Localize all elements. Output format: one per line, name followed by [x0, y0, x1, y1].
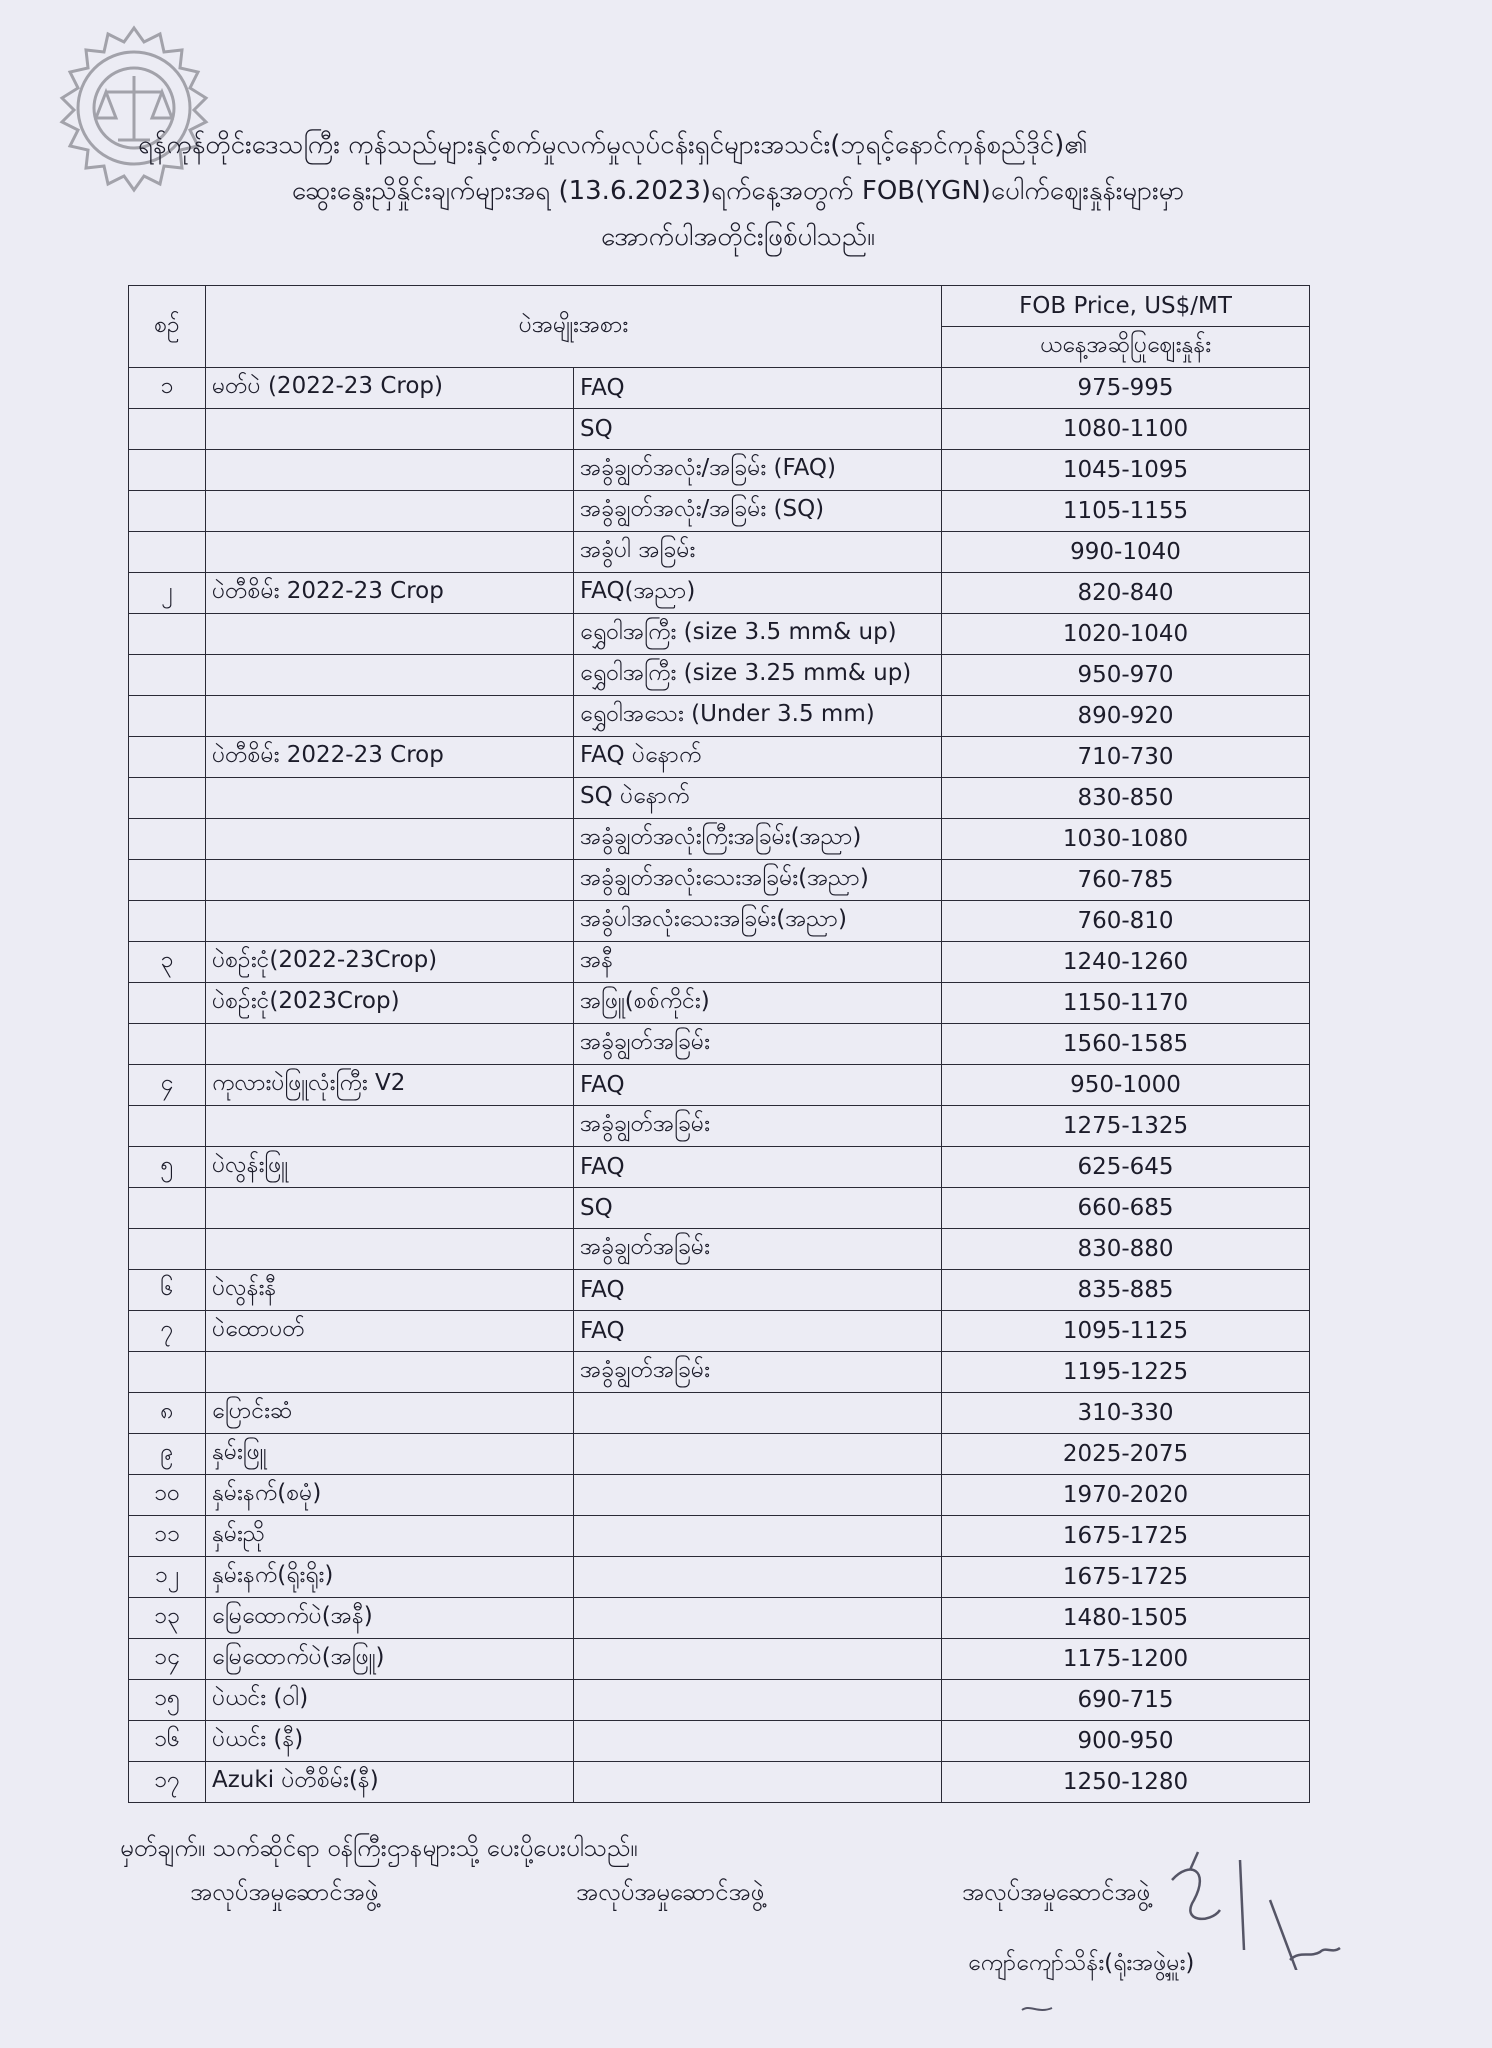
row-product: မြေထောက်ပဲ(အနီ): [206, 1598, 574, 1639]
row-grade: [574, 1721, 942, 1762]
row-grade: အခွံချွတ်အခြမ်း: [574, 1024, 942, 1065]
table-row: [129, 860, 1310, 901]
row-product: [206, 901, 574, 942]
row-price: 820-840: [942, 573, 1310, 614]
row-grade: FAQ: [574, 1147, 942, 1188]
row-grade: SQ: [574, 1188, 942, 1229]
row-number: [129, 696, 206, 737]
row-price: 950-1000: [942, 1065, 1310, 1106]
row-product: [206, 1352, 574, 1393]
row-price: 310-330: [942, 1393, 1310, 1434]
row-grade: အခွံပါအလုံးသေးအခြမ်း(အညာ): [574, 901, 942, 942]
table-row: [129, 1188, 1310, 1229]
table-row: [129, 1106, 1310, 1147]
row-price: 1045-1095: [942, 450, 1310, 491]
table-row: [129, 491, 1310, 532]
row-grade: [574, 1639, 942, 1680]
row-price: 1175-1200: [942, 1639, 1310, 1680]
row-grade: အခွံပါ အခြမ်း: [574, 532, 942, 573]
row-number: [129, 901, 206, 942]
row-number: [129, 860, 206, 901]
row-number: [129, 1352, 206, 1393]
table-row: [129, 696, 1310, 737]
row-product: ပဲလွန်းနီ: [206, 1270, 574, 1311]
row-product: ပဲယင်း (နီ): [206, 1721, 574, 1762]
committee-3: အလုပ်အမှုဆောင်အဖွဲ့: [961, 1878, 1150, 1906]
row-price: 1105-1155: [942, 491, 1310, 532]
row-grade: အခွံချွတ်အခြမ်း: [574, 1352, 942, 1393]
row-number: [129, 737, 206, 778]
row-grade: အဖြူ(စစ်ကိုင်း): [574, 983, 942, 1024]
row-number: ၉: [129, 1434, 206, 1475]
row-price: 660-685: [942, 1188, 1310, 1229]
row-product: မြေထောက်ပဲ(အဖြူ): [206, 1639, 574, 1680]
row-price: 1020-1040: [942, 614, 1310, 655]
row-product: [206, 450, 574, 491]
row-product: နှမ်းနက်(ရိုးရိုး): [206, 1557, 574, 1598]
row-product: [206, 409, 574, 450]
table-row: [129, 368, 1310, 409]
col-price-header: FOB Price, US$/MT: [942, 286, 1310, 327]
table-row: [129, 1147, 1310, 1188]
row-grade: [574, 1516, 942, 1557]
row-number: ၁၀: [129, 1475, 206, 1516]
row-number: ၁၁: [129, 1516, 206, 1557]
row-number: ၆: [129, 1270, 206, 1311]
table-row: [129, 942, 1310, 983]
row-grade: FAQ: [574, 368, 942, 409]
row-product: [206, 1229, 574, 1270]
row-product: [206, 778, 574, 819]
row-grade: [574, 1598, 942, 1639]
row-number: [129, 450, 206, 491]
row-number: ၁: [129, 368, 206, 409]
row-grade: အခွံချွတ်အခြမ်း: [574, 1229, 942, 1270]
row-price: 950-970: [942, 655, 1310, 696]
row-price: 760-810: [942, 901, 1310, 942]
table-row: [129, 450, 1310, 491]
table-row: [129, 1393, 1310, 1434]
table-row: [129, 1311, 1310, 1352]
row-number: ၅: [129, 1147, 206, 1188]
row-grade: FAQ: [574, 1270, 942, 1311]
row-grade: [574, 1393, 942, 1434]
row-price: 1240-1260: [942, 942, 1310, 983]
row-product: နှမ်းနက်(စမုံ): [206, 1475, 574, 1516]
row-price: 760-785: [942, 860, 1310, 901]
row-price: 1080-1100: [942, 409, 1310, 450]
table-row: [129, 614, 1310, 655]
table-row: [129, 1680, 1310, 1721]
row-number: ၇: [129, 1311, 206, 1352]
row-product: [206, 491, 574, 532]
row-product: မတ်ပဲ (2022-23 Crop): [206, 368, 574, 409]
row-price: 690-715: [942, 1680, 1310, 1721]
row-grade: SQ ပဲနောက်: [574, 778, 942, 819]
row-product: Azuki ပဲတီစိမ်း(နီ): [206, 1762, 574, 1803]
pen-mark-icon: [1018, 2000, 1058, 2020]
row-grade: ရွှေဝါအသေး (Under 3.5 mm): [574, 696, 942, 737]
document-header: [128, 122, 1348, 260]
row-product: [206, 655, 574, 696]
row-product: ပဲယင်း (ဝါ): [206, 1680, 574, 1721]
table-row: [129, 778, 1310, 819]
row-price: 975-995: [942, 368, 1310, 409]
row-grade: [574, 1557, 942, 1598]
row-price: 710-730: [942, 737, 1310, 778]
row-product: နှမ်းညို: [206, 1516, 574, 1557]
row-price: 1275-1325: [942, 1106, 1310, 1147]
row-grade: [574, 1680, 942, 1721]
col-price-subheader: ယနေ့အဆိုပြုဈေးနှုန်း: [942, 327, 1310, 368]
row-grade: FAQ: [574, 1065, 942, 1106]
table-row: [129, 1475, 1310, 1516]
row-product: ပြောင်းဆံ: [206, 1393, 574, 1434]
row-grade: FAQ: [574, 1311, 942, 1352]
row-price: 1250-1280: [942, 1762, 1310, 1803]
row-grade: FAQ(အညာ): [574, 573, 942, 614]
row-number: [129, 491, 206, 532]
row-price: 1195-1225: [942, 1352, 1310, 1393]
row-price: 1970-2020: [942, 1475, 1310, 1516]
row-price: 625-645: [942, 1147, 1310, 1188]
table-row: [129, 1352, 1310, 1393]
table-row: [129, 1065, 1310, 1106]
row-product: [206, 532, 574, 573]
table-row: [129, 1516, 1310, 1557]
row-price: 890-920: [942, 696, 1310, 737]
row-number: [129, 983, 206, 1024]
row-number: ၁၅: [129, 1680, 206, 1721]
table-row: [129, 655, 1310, 696]
table-row: [129, 1598, 1310, 1639]
row-price: 1480-1505: [942, 1598, 1310, 1639]
row-number: [129, 409, 206, 450]
row-product: ကုလားပဲဖြူလုံးကြီး V2: [206, 1065, 574, 1106]
row-grade: ရွှေဝါအကြီး (size 3.5 mm& up): [574, 614, 942, 655]
row-price: 835-885: [942, 1270, 1310, 1311]
row-grade: အခွံချွတ်အလုံးသေးအခြမ်း(အညာ): [574, 860, 942, 901]
table-row: [129, 573, 1310, 614]
header-line-1: ရန်ကုန်တိုင်းဒေသကြီး ကုန်သည်များနှင့်စက်မှုလက်မှုလုပ်ငန်းရှင်များအသင်း(ဘုရင့်နောင်ကုန်စည်ဒိုင်)၏: [138, 130, 1088, 160]
row-grade: အခွံချွတ်အလုံး/အခြမ်း (SQ): [574, 491, 942, 532]
row-product: ပဲတီစိမ်း 2022-23 Crop: [206, 573, 574, 614]
row-grade: ရွှေဝါအကြီး (size 3.25 mm& up): [574, 655, 942, 696]
row-number: [129, 1188, 206, 1229]
row-number: ၁၇: [129, 1762, 206, 1803]
row-price: 1095-1125: [942, 1311, 1310, 1352]
row-product: [206, 1024, 574, 1065]
row-number: ၂: [129, 573, 206, 614]
row-grade: [574, 1762, 942, 1803]
header-line-2: ဆွေးနွေးညှိနှိုင်းချက်များအရ (13.6.2023)ရက်နေ့အတွက် FOB(YGN)ပေါက်ဈေးနှုန်းများမှာ: [291, 176, 1185, 206]
row-grade: အခွံချွတ်အလုံး/အခြမ်း (FAQ): [574, 450, 942, 491]
table-row: [129, 901, 1310, 942]
row-number: [129, 532, 206, 573]
row-grade: SQ: [574, 409, 942, 450]
row-grade: [574, 1475, 942, 1516]
row-grade: အနီ: [574, 942, 942, 983]
row-number: ၁၆: [129, 1721, 206, 1762]
row-number: ၈: [129, 1393, 206, 1434]
committee-row: [190, 1872, 1150, 1912]
row-price: 990-1040: [942, 532, 1310, 573]
row-number: [129, 655, 206, 696]
row-price: 900-950: [942, 1721, 1310, 1762]
table-row: [129, 532, 1310, 573]
row-price: 1675-1725: [942, 1557, 1310, 1598]
col-item-header: ပဲအမျိုးအစား: [206, 286, 942, 368]
row-product: ပဲတီစိမ်း 2022-23 Crop: [206, 737, 574, 778]
row-price: 830-850: [942, 778, 1310, 819]
table-row: [129, 737, 1310, 778]
table-row: [129, 409, 1310, 450]
row-grade: FAQ ပဲနောက်: [574, 737, 942, 778]
row-product: [206, 819, 574, 860]
row-product: [206, 614, 574, 655]
row-product: ပဲလွန်းဖြူ: [206, 1147, 574, 1188]
row-product: ပဲစဉ်းငုံ(2022-23Crop): [206, 942, 574, 983]
row-price: 1560-1585: [942, 1024, 1310, 1065]
officer-name: ကျော်ကျော်သိန်း(ရုံးအဖွဲ့မှူး): [968, 1950, 1195, 1976]
row-product: ပဲထောပတ်: [206, 1311, 574, 1352]
row-number: [129, 778, 206, 819]
row-price: 830-880: [942, 1229, 1310, 1270]
col-no-header: စဉ်: [129, 286, 206, 368]
row-number: [129, 614, 206, 655]
header-line-3: အောက်ပါအတိုင်းဖြစ်ပါသည်။: [601, 222, 875, 252]
table-row: [129, 1024, 1310, 1065]
table-row: [129, 1434, 1310, 1475]
row-number: ၁၃: [129, 1598, 206, 1639]
price-table-body: [129, 368, 1310, 1803]
row-product: [206, 696, 574, 737]
price-table: [128, 285, 1310, 1803]
row-number: [129, 1024, 206, 1065]
row-grade: အခွံချွတ်အလုံးကြီးအခြမ်း(အညာ): [574, 819, 942, 860]
table-row: [129, 1762, 1310, 1803]
table-row: [129, 1270, 1310, 1311]
row-product: [206, 1188, 574, 1229]
table-row: [129, 1639, 1310, 1680]
row-price: 2025-2075: [942, 1434, 1310, 1475]
row-number: [129, 1106, 206, 1147]
row-price: 1675-1725: [942, 1516, 1310, 1557]
row-product: [206, 1106, 574, 1147]
row-price: 1150-1170: [942, 983, 1310, 1024]
table-row: [129, 1229, 1310, 1270]
table-row: [129, 819, 1310, 860]
row-number: ၁၂: [129, 1557, 206, 1598]
footer-note: မှတ်ချက်။ သက်ဆိုင်ရာ ဝန်ကြီးဌာနများသို့ ပေးပို့ပေးပါသည်။: [120, 1834, 638, 1862]
table-row: [129, 983, 1310, 1024]
row-number: ၁၄: [129, 1639, 206, 1680]
committee-1: အလုပ်အမှုဆောင်အဖွဲ့: [190, 1878, 379, 1906]
row-number: [129, 819, 206, 860]
table-row: [129, 1721, 1310, 1762]
row-number: [129, 1229, 206, 1270]
row-price: 1030-1080: [942, 819, 1310, 860]
table-row: [129, 1557, 1310, 1598]
row-product: နှမ်းဖြူ: [206, 1434, 574, 1475]
row-product: ပဲစဉ်းငုံ(2023Crop): [206, 983, 574, 1024]
row-number: ၃: [129, 942, 206, 983]
row-grade: [574, 1434, 942, 1475]
row-grade: အခွံချွတ်အခြမ်း: [574, 1106, 942, 1147]
row-number: ၄: [129, 1065, 206, 1106]
row-product: [206, 860, 574, 901]
committee-2: အလုပ်အမှုဆောင်အဖွဲ့: [575, 1878, 765, 1906]
